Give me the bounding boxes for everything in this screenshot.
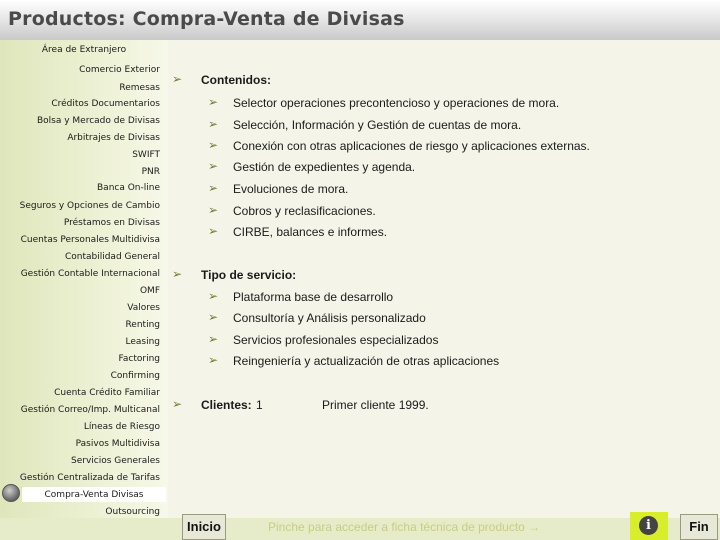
sidebar-item-compra-venta-divisas[interactable]: Compra-Venta Divisas [22, 487, 166, 502]
contenidos-heading: Contenidos: [201, 73, 271, 87]
globe-icon [2, 484, 20, 502]
arrow-bullet-icon: ➢ [208, 203, 219, 217]
arrow-bullet-icon: ➢ [208, 159, 219, 173]
sidebar-nav [0, 40, 169, 518]
sidebar-item-cuentas-multidivisa[interactable]: Cuentas Personales Multidivisa [20, 235, 160, 245]
sidebar-item-contabilidad-general[interactable]: Contabilidad General [64, 252, 160, 262]
sidebar-item-pasivos-multidivisa[interactable]: Pasivos Multidivisa [75, 439, 160, 449]
info-icon: i [639, 516, 658, 535]
arrow-bullet-icon: ➢ [208, 289, 219, 303]
contenidos-item: Evoluciones de mora. [233, 182, 349, 196]
arrow-bullet-icon: ➢ [172, 397, 183, 411]
sidebar-item-renting[interactable]: Renting [125, 320, 160, 330]
clientes-value: 1 [256, 398, 263, 412]
title-bar [0, 0, 720, 41]
ficha-tecnica-link[interactable]: Pinche para acceder a ficha técnica de producto → [268, 520, 541, 534]
tipo-servicio-item: Reingeniería y actualización de otras aplicaciones [233, 354, 500, 368]
arrow-bullet-icon: ➢ [208, 224, 219, 238]
clientes-note: Primer cliente 1999. [322, 398, 429, 412]
content-panel [168, 40, 720, 518]
sidebar-item-valores[interactable]: Valores [127, 303, 160, 313]
sidebar-item-cuenta-credito-familiar[interactable]: Cuenta Crédito Familiar [54, 388, 160, 398]
sidebar-item-comercio-exterior[interactable]: Comercio Exterior [79, 65, 160, 75]
sidebar-item-gestion-tarifas[interactable]: Gestión Centralizada de Tarifas [19, 473, 160, 483]
tipo-servicio-item: Consultoría y Análisis personalizado [233, 311, 426, 325]
contenidos-item: Conexión con otras aplicaciones de riesgo y aplicaciones externas. [233, 139, 590, 153]
sidebar-item-bolsa-mercado[interactable]: Bolsa y Mercado de Divisas [36, 116, 160, 126]
sidebar-item-outsourcing[interactable]: Outsourcing [105, 507, 160, 517]
contenidos-item: Selección, Información y Gestión de cuentas de mora. [233, 118, 522, 132]
sidebar-item-seguros-opciones[interactable]: Seguros y Opciones de Cambio [19, 201, 160, 211]
arrow-bullet-icon: ➢ [172, 267, 183, 281]
arrow-bullet-icon: ➢ [208, 353, 219, 367]
arrow-bullet-icon: ➢ [208, 181, 219, 195]
sidebar-item-factoring[interactable]: Factoring [118, 354, 160, 364]
sidebar-item-leasing[interactable]: Leasing [125, 337, 160, 347]
sidebar-item-swift[interactable]: SWIFT [132, 150, 160, 160]
fin-button[interactable]: Fin [680, 514, 718, 540]
sidebar-item-confirming[interactable]: Confirming [110, 371, 160, 381]
sidebar-item-servicios-generales[interactable]: Servicios Generales [71, 456, 160, 466]
contenidos-item: Cobros y reclasificaciones. [233, 204, 376, 218]
arrow-bullet-icon: ➢ [208, 138, 219, 152]
sidebar-item-area-extranjero[interactable]: Área de Extranjero [41, 45, 127, 55]
tipo-servicio-heading: Tipo de servicio: [201, 268, 297, 282]
page-title: Productos: Compra-Venta de Divisas [8, 8, 405, 30]
clientes-label: Clientes: [201, 398, 252, 412]
sidebar-item-omf[interactable]: OMF [139, 286, 160, 296]
contenidos-item: Selector operaciones precontencioso y operaciones de mora. [233, 96, 560, 110]
arrow-bullet-icon: ➢ [208, 310, 219, 324]
contenidos-item: Gestión de expedientes y agenda. [233, 160, 416, 174]
sidebar-item-arbitrajes[interactable]: Arbitrajes de Divisas [67, 133, 160, 143]
sidebar-item-creditos-documentarios[interactable]: Créditos Documentarios [51, 99, 160, 109]
sidebar-item-lineas-riesgo[interactable]: Líneas de Riesgo [83, 422, 160, 432]
inicio-button[interactable]: Inicio [182, 514, 226, 540]
sidebar-item-banca-online[interactable]: Banca On-line [97, 183, 160, 193]
footer-bar [168, 512, 720, 540]
sidebar-item-gestion-correo[interactable]: Gestión Correo/Imp. Multicanal [20, 405, 160, 415]
info-button[interactable] [630, 512, 668, 540]
tipo-servicio-item: Servicios profesionales especializados [233, 333, 439, 347]
arrow-bullet-icon: ➢ [208, 332, 219, 346]
arrow-bullet-icon: ➢ [208, 117, 219, 131]
tipo-servicio-item: Plataforma base de desarrollo [233, 290, 394, 304]
contenidos-item: CIRBE, balances e informes. [233, 225, 388, 239]
sidebar-item-prestamos-divisas[interactable]: Préstamos en Divisas [63, 218, 160, 228]
sidebar-item-gestion-contable[interactable]: Gestión Contable Internacional [20, 269, 160, 279]
sidebar-item-remesas[interactable]: Remesas [119, 83, 160, 93]
arrow-bullet-icon: ➢ [208, 95, 219, 109]
sidebar-item-pnr[interactable]: PNR [141, 167, 160, 177]
arrow-bullet-icon: ➢ [172, 72, 183, 86]
